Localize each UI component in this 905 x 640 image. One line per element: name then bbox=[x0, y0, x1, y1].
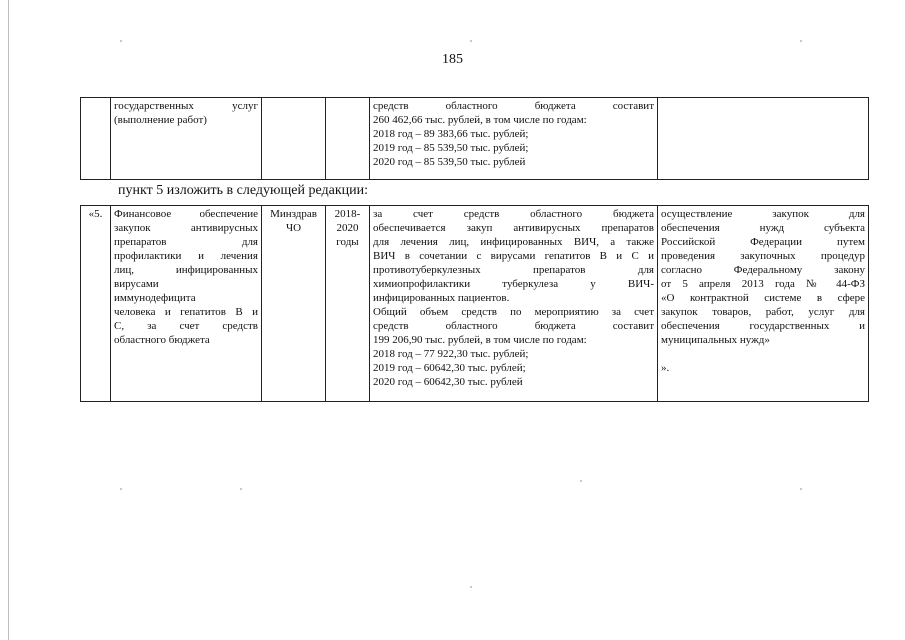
text-line: (выполнение работ) bbox=[114, 114, 207, 126]
table-row bbox=[81, 206, 869, 402]
scan-speck bbox=[470, 586, 472, 588]
amendment-instruction: пункт 5 изложить в следующей редакции: bbox=[118, 183, 368, 198]
text-line: С, за счет средств bbox=[114, 320, 258, 332]
text-line: обеспечивается закуп антивирусных препаратов bbox=[373, 222, 654, 234]
text-line: от 5 апреля 2013 года № 44-ФЗ bbox=[661, 278, 865, 290]
text-line: средств областного бюджета составит bbox=[373, 320, 654, 332]
text-line: государственных услуг bbox=[114, 100, 258, 112]
text-line: 2020 bbox=[336, 222, 359, 234]
text-line: средств областного бюджета составит bbox=[373, 100, 654, 112]
text-line: для лечения лиц, инфицированных ВИЧ, а также bbox=[373, 236, 654, 248]
text-line: проведения закупочных процедур bbox=[661, 250, 865, 262]
text-line: 2018- bbox=[334, 208, 361, 220]
scan-speck bbox=[800, 40, 802, 42]
item-number: «5. bbox=[88, 208, 103, 220]
table-row bbox=[81, 98, 869, 180]
text-line: областного бюджета bbox=[114, 334, 210, 346]
text-line: ВИЧ в сочетании с вирусами гепатитов В и С и bbox=[373, 250, 654, 262]
text-line: иммунодефицита bbox=[114, 292, 196, 304]
text-line: 2018 год – 89 383,66 тыс. рублей; bbox=[373, 128, 529, 140]
cell-executor bbox=[262, 98, 326, 180]
amended-item-table bbox=[80, 205, 869, 402]
cell-name bbox=[111, 206, 262, 402]
text-line: обеспечения нужд субъекта bbox=[661, 222, 865, 234]
scan-speck bbox=[800, 488, 802, 490]
text-line: муниципальных нужд» bbox=[661, 334, 770, 346]
text-line: инфицированных пациентов. bbox=[373, 292, 510, 304]
text-line: препаратов для bbox=[114, 236, 258, 248]
text-line: 2020 год – 85 539,50 тыс. рублей bbox=[373, 156, 526, 168]
cell-period bbox=[326, 98, 370, 180]
text-line: 2019 год – 60642,30 тыс. рублей; bbox=[373, 362, 526, 374]
text-line: человека и гепатитов В и bbox=[114, 306, 258, 318]
scan-speck bbox=[580, 480, 582, 482]
cell-name bbox=[111, 98, 262, 180]
text-line: Российской Федерации путем bbox=[661, 236, 865, 248]
cell-funding bbox=[370, 206, 658, 402]
cell-result bbox=[658, 206, 869, 402]
text-line: годы bbox=[336, 236, 359, 248]
text-line: 2019 год – 85 539,50 тыс. рублей; bbox=[373, 142, 529, 154]
scan-edge-line bbox=[8, 0, 9, 640]
text-line: Общий объем средств по мероприятию за счет bbox=[373, 306, 654, 318]
text-line: ЧО bbox=[285, 222, 302, 234]
text-line: за счет средств областного бюджета bbox=[373, 208, 654, 220]
text-line: химиопрофилактики туберкулеза у ВИЧ- bbox=[373, 278, 654, 290]
scan-speck bbox=[470, 40, 472, 42]
text-line: лиц, инфицированных bbox=[114, 264, 258, 276]
text-line: 260 462,66 тыс. рублей, в том числе по годам: bbox=[373, 114, 587, 126]
cell-executor bbox=[262, 206, 326, 402]
text-line: «О контрактной системе в сфере bbox=[661, 292, 865, 304]
scan-speck bbox=[120, 40, 122, 42]
text-line: профилактики и лечения bbox=[114, 250, 258, 262]
continuation-table bbox=[80, 97, 869, 180]
text-line: 2020 год – 60642,30 тыс. рублей bbox=[373, 376, 523, 388]
text-line: противотуберкулезных препаратов для bbox=[373, 264, 654, 276]
text-line: закупок антивирусных bbox=[114, 222, 258, 234]
text-line: закупок товаров, работ, услуг для bbox=[661, 306, 865, 318]
scan-speck bbox=[240, 488, 242, 490]
cell-num bbox=[81, 98, 111, 180]
cell-funding bbox=[370, 98, 658, 180]
closing-quote: ». bbox=[661, 362, 670, 374]
text-line: вирусами bbox=[114, 278, 159, 290]
text-line: 2018 год – 77 922,30 тыс. рублей; bbox=[373, 348, 529, 360]
text-line: согласно Федеральному закону bbox=[661, 264, 865, 276]
text-line: осуществление закупок для bbox=[661, 208, 865, 220]
cell-num bbox=[81, 206, 111, 402]
text-line: Минздрав bbox=[270, 208, 317, 220]
cell-result bbox=[658, 98, 869, 180]
cell-period bbox=[326, 206, 370, 402]
text-line: обеспечения государственных и bbox=[661, 320, 865, 332]
scan-speck bbox=[120, 488, 122, 490]
text-line: 199 206,90 тыс. рублей, в том числе по годам: bbox=[373, 334, 587, 346]
text-line: Финансовое обеспечение bbox=[114, 208, 258, 220]
page-number: 185 bbox=[442, 52, 463, 67]
